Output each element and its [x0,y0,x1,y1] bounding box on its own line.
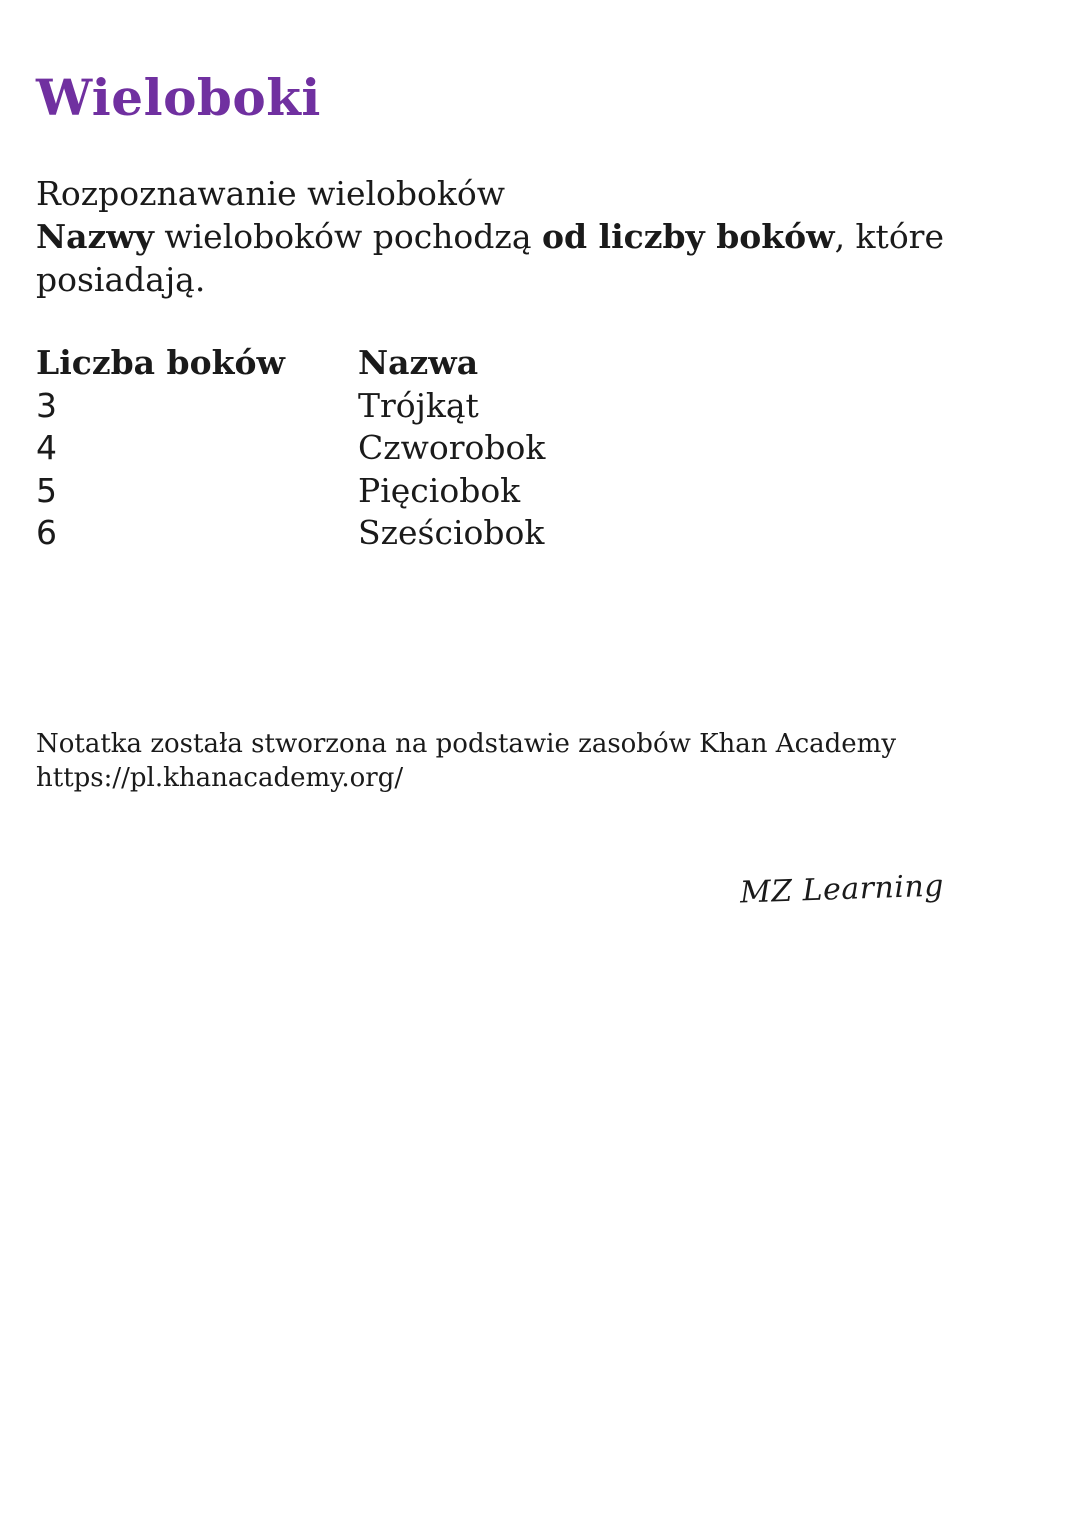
cell-sides: 4 [36,428,57,467]
header-name: Nazwa [358,343,479,382]
source-note-text: Notatka została stworzona na podstawie zasobów Khan Academy [36,729,897,759]
intro-subtitle: Rozpoznawanie wieloboków [36,174,506,213]
source-note [36,727,896,795]
table-row [36,427,545,470]
intro-section [36,172,1036,301]
header-sides-count: Liczba boków [36,343,285,382]
intro-text-1: wieloboków pochodzą [153,217,542,256]
cell-name: Sześciobok [358,513,545,552]
cell-name: Czworobok [358,428,546,467]
cell-sides: 5 [36,470,57,510]
signature: MZ Learning [739,868,945,911]
cell-sides: 6 [36,513,57,552]
intro-text-2: , które posiadają. [36,217,944,299]
table-row [36,385,545,428]
cell-name: Trójkąt [358,385,479,425]
table-row [36,512,545,555]
cell-name: Pięciobok [358,470,521,510]
intro-bold-liczby: od liczby boków [541,217,835,256]
intro-sentence [36,215,1036,301]
page-title: Wieloboki [36,68,321,127]
polygon-table [36,342,545,555]
intro-bold-nazwy: Nazwy [36,217,154,256]
cell-sides: 3 [36,385,57,425]
table-header-row [36,342,545,385]
table-row [36,470,545,513]
source-link[interactable]: https://pl.khanacademy.org/ [36,763,404,793]
